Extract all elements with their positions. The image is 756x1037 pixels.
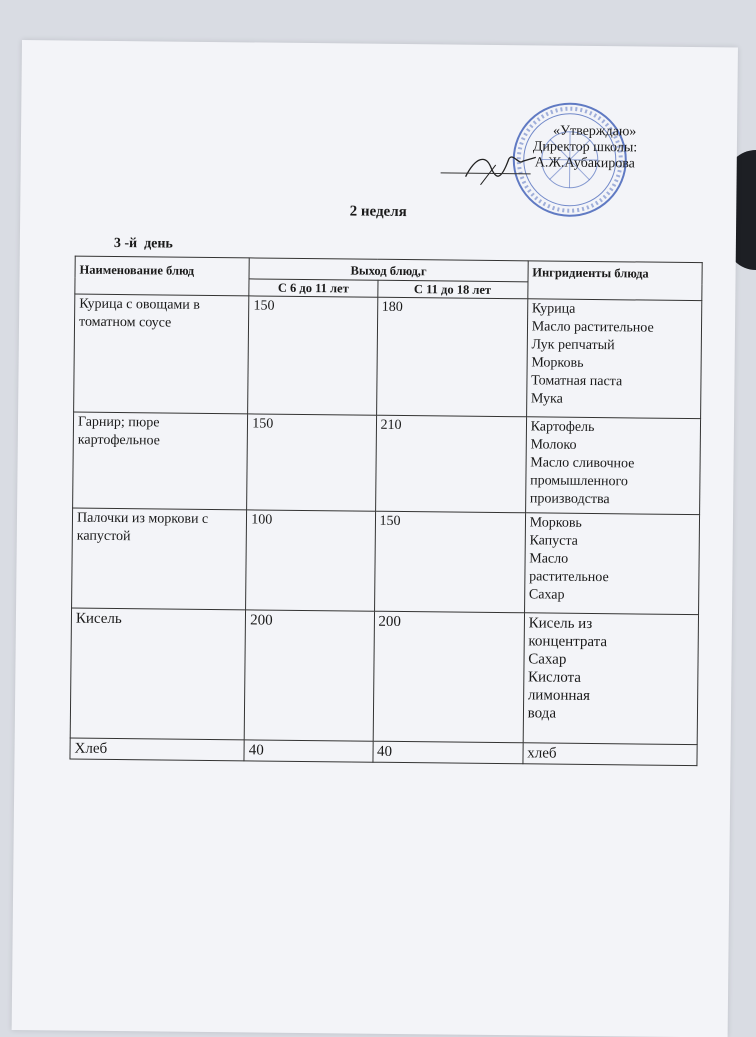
ingredient: Кисель из	[528, 615, 593, 633]
header-age-11-18: С 11 до 18 лет	[377, 280, 527, 299]
dish-name: Кисель	[70, 608, 246, 740]
approval-title: «Утверждаю»	[552, 123, 637, 140]
ingredient: вода	[527, 705, 557, 722]
ingredient: промышленного	[530, 473, 629, 490]
day-title: 3 -й день	[113, 235, 173, 252]
ingredient: Масло сливочное	[530, 455, 635, 472]
ingredient: Масло растительное	[531, 319, 654, 336]
ingredient: Сахар	[528, 587, 565, 603]
approval-position: Директор школы:	[532, 139, 638, 156]
ingredient: Морковь	[531, 355, 584, 371]
dish-name: Палочки из моркови с капустой	[72, 508, 247, 610]
ingredient: Томатная паста	[531, 373, 623, 390]
yield-11-18: 150	[374, 511, 525, 613]
table-row	[72, 508, 700, 615]
dish-name: Курица с овощами в томатном соусе	[74, 294, 250, 414]
ingredients-cell	[526, 299, 702, 419]
approval-block	[509, 123, 709, 173]
yield-11-18: 210	[375, 415, 526, 513]
header-yield: Выход блюд,г	[249, 258, 528, 282]
ingredient: производства	[529, 491, 610, 508]
header-ingredients: Ингридиенты блюда	[528, 261, 703, 301]
ingredient: Молоко	[530, 437, 577, 453]
table-row	[74, 294, 702, 419]
ingredient: Кислота	[527, 669, 582, 686]
document-page	[12, 40, 738, 1037]
ingredient: концентрата	[528, 633, 608, 651]
yield-6-11: 200	[244, 610, 374, 741]
yield-11-18: 180	[376, 297, 527, 417]
ingredient: Мука	[530, 391, 563, 407]
ingredient: Капуста	[529, 533, 578, 549]
yield-11-18: 200	[373, 611, 525, 743]
approval-name: А.Ж.Аубакирова	[534, 155, 635, 172]
ingredient: Картофель	[530, 419, 595, 436]
ingredient: лимонная	[527, 687, 591, 704]
ingredient: хлеб	[527, 745, 557, 762]
yield-6-11: 40	[244, 740, 372, 762]
ingredient: Лук репчатый	[531, 337, 615, 354]
ingredients-cell	[525, 417, 700, 515]
table-row	[73, 412, 701, 515]
yield-11-18: 40	[372, 741, 522, 764]
yield-6-11: 150	[248, 296, 377, 415]
ingredient: Сахар	[528, 651, 567, 668]
table-row	[70, 608, 698, 745]
week-title: 2 неделя	[349, 203, 407, 221]
yield-6-11: 150	[247, 414, 376, 511]
ingredients-cell	[523, 743, 698, 766]
ingredients-cell	[524, 513, 699, 615]
header-age-6-11: С 6 до 11 лет	[249, 279, 377, 297]
ingredient: Морковь	[529, 515, 582, 531]
ingredient: Курица	[531, 301, 576, 317]
header-dish-name: Наименование блюд	[75, 256, 250, 296]
menu-table	[69, 256, 702, 767]
dish-name: Хлеб	[70, 738, 244, 761]
yield-6-11: 100	[246, 510, 375, 611]
dish-name: Гарнир; пюре картофельное	[73, 412, 248, 510]
ingredient: Масло	[529, 551, 569, 567]
ingredients-cell	[523, 613, 699, 745]
ingredient: растительное	[529, 569, 609, 586]
